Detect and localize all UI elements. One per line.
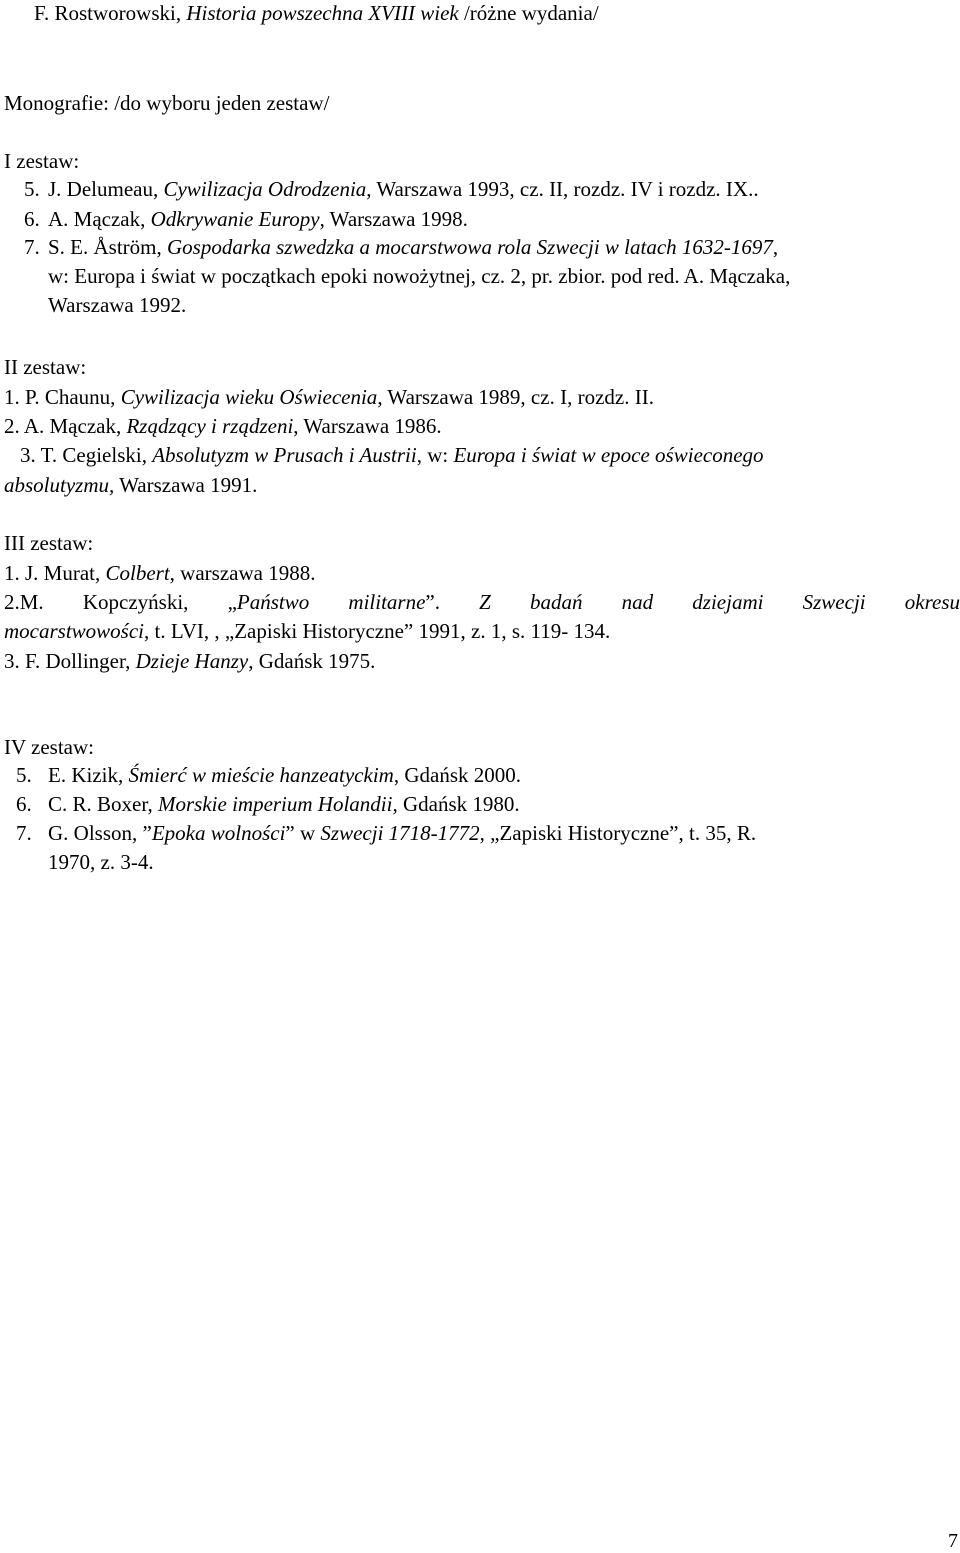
text-run: 2.M. <box>4 590 44 614</box>
text-run: C. R. Boxer, <box>48 792 158 816</box>
text-run: 1. P. Chaunu, <box>4 385 121 409</box>
text-run: ”. <box>425 590 440 614</box>
text-run: 1970, z. 3-4. <box>48 850 154 874</box>
text-run: , Gdańsk 1975. <box>248 649 376 673</box>
list-item-line <box>48 176 759 202</box>
monografie-heading: Monografie: /do wyboru jeden zestaw/ <box>4 91 330 115</box>
list-item-line <box>48 292 186 318</box>
italic-text: Epoka wolności <box>151 821 286 845</box>
text-run: Kopczyński, <box>82 590 189 614</box>
text-run: G. Olsson, ” <box>48 821 152 845</box>
set-2-item-2 <box>4 413 442 439</box>
list-item-line <box>48 791 520 817</box>
text-run: Warszawa 1992. <box>48 293 187 317</box>
text-run: , Warszawa 1986. <box>293 414 442 438</box>
text-run: , t. LVI, , „Zapiski Historyczne” 1991, z. 1, s. 119- 134. <box>144 619 611 643</box>
italic-text: Rządzący i rządzeni <box>126 414 294 438</box>
text-run: , Gdańsk 2000. <box>393 763 521 787</box>
italic-text: Szwecji 1718-1772 <box>320 821 480 845</box>
text-run: J. Delumeau, <box>48 177 164 201</box>
text-run: w: Europa i świat w początkach epoki nowożytnej, cz. 2, pr. zbior. pod red. A. Mączaka, <box>48 264 791 288</box>
text-run: 3. T. Cegielski, <box>20 443 153 467</box>
italic-text: Gospodarka szwedzka a mocarstwowa rola Szwecji w latach 1632-1697 <box>167 235 773 259</box>
text-run: , w: <box>416 443 454 467</box>
italic-text: Z <box>479 590 491 614</box>
text-run: /różne wydania/ <box>458 1 599 25</box>
italic-text: Cywilizacja wieku Oświecenia <box>120 385 378 409</box>
list-number: 6. <box>16 792 32 816</box>
text-run: S. E. Åström, <box>48 235 168 259</box>
list-item-line <box>48 849 154 875</box>
list-number: 5. <box>16 763 32 787</box>
justified-word <box>803 589 866 615</box>
italic-text: militarne <box>348 590 426 614</box>
italic-text: Śmierć w mieście hanzeatyckim <box>128 763 394 787</box>
justified-word <box>4 589 44 615</box>
set-2-title: II zestaw: <box>4 355 87 379</box>
set-3-title: III zestaw: <box>4 531 94 555</box>
set-3-item-2 <box>4 589 960 615</box>
text-run: ” w <box>285 821 321 845</box>
text-run: , warszawa 1988. <box>169 561 316 585</box>
text-run: Warszawa 1991. <box>114 473 258 497</box>
italic-text: Morskie imperium Holandii, <box>158 792 398 816</box>
text-run: , <box>772 235 779 259</box>
italic-text: absolutyzmu, <box>4 473 115 497</box>
italic-text: Colbert <box>105 561 170 585</box>
italic-text: Cywilizacja Odrodzenia <box>163 177 367 201</box>
italic-text: Historia powszechna XVIII wiek <box>186 1 459 25</box>
justified-word <box>622 589 654 615</box>
italic-text: mocarstwowości <box>4 619 145 643</box>
set-3-item-2-cont <box>4 618 610 644</box>
italic-text: Dzieje Hanzy <box>135 649 249 673</box>
italic-text: Państwo <box>236 590 310 614</box>
list-number: 6. <box>24 207 40 231</box>
text-run: A. Mączak, <box>48 207 151 231</box>
italic-text: Szwecji <box>802 590 866 614</box>
text-run: Gdańsk 1980. <box>397 792 520 816</box>
italic-text: Absolutyzm w Prusach i Austrii <box>152 443 417 467</box>
list-item-line <box>48 820 756 846</box>
list-item-line <box>48 206 468 232</box>
text-run: , Warszawa 1998. <box>319 207 468 231</box>
text-run: „ <box>227 590 237 614</box>
list-item-line <box>48 234 778 260</box>
italic-text: Odkrywanie Europy <box>150 207 320 231</box>
set-3-item-3 <box>4 648 375 674</box>
text-run: 3. F. Dollinger, <box>4 649 136 673</box>
italic-text: nad <box>621 590 654 614</box>
set-2-item-1 <box>4 384 654 410</box>
set-2-item-3-cont <box>4 472 257 498</box>
justified-word <box>83 589 189 615</box>
set-3-item-1 <box>4 560 315 586</box>
set-4-title: IV zestaw: <box>4 735 94 759</box>
italic-text: dziejami <box>692 590 764 614</box>
justified-word <box>692 589 763 615</box>
text-run: , „Zapiski Historyczne”, t. 35, R. <box>479 821 757 845</box>
page-number: 7 <box>948 1530 958 1552</box>
set-1-title: I zestaw: <box>4 149 80 173</box>
justified-word <box>228 589 310 615</box>
italic-text: badań <box>529 590 583 614</box>
list-number: 7. <box>16 821 32 845</box>
list-number: 5. <box>24 177 40 201</box>
text-run: E. Kizik, <box>48 763 129 787</box>
list-item-line <box>48 263 790 289</box>
list-number: 7. <box>24 235 40 259</box>
justified-word <box>530 589 583 615</box>
text-run: , Warszawa 1993, cz. II, rozdz. IV i rozdz. IX.. <box>366 177 759 201</box>
list-item-line <box>48 762 521 788</box>
italic-text: Europa i świat w epoce oświeconego <box>453 443 764 467</box>
set-2-item-3 <box>20 442 764 468</box>
page-header <box>34 0 599 26</box>
justified-word <box>348 589 440 615</box>
text-run: F. Rostworowski, <box>34 1 187 25</box>
text-run: 1. J. Murat, <box>4 561 106 585</box>
italic-text: okresu <box>904 590 960 614</box>
justified-word <box>905 589 960 615</box>
justified-word <box>479 589 491 615</box>
text-run: , Warszawa 1989, cz. I, rozdz. II. <box>377 385 654 409</box>
text-run: 2. A. Mączak, <box>4 414 127 438</box>
